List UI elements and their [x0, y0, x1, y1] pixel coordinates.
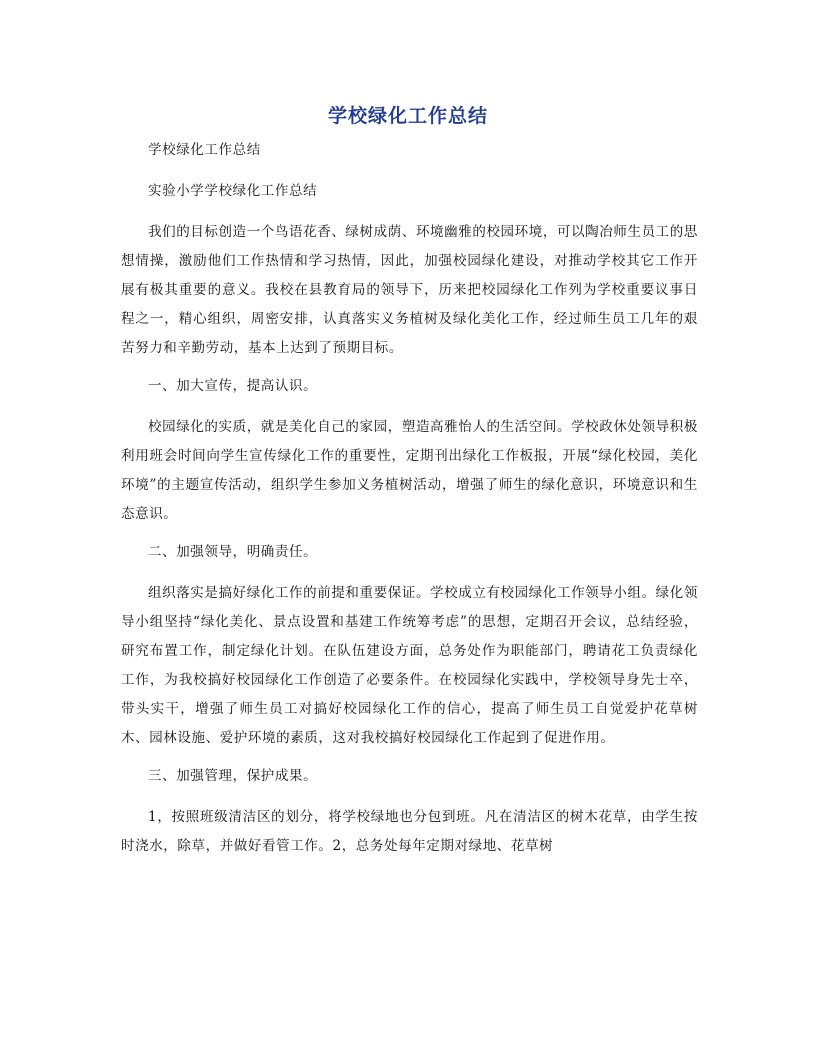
paragraph-heading-2: 实验小学学校绿化工作总结 — [148, 183, 318, 199]
section-heading-1: 一、加大宣传，提高认识。 — [148, 378, 318, 394]
document-title: 学校绿化工作总结 — [327, 105, 488, 127]
document-body — [121, 136, 698, 870]
section-heading-3: 三、加强管理，保护成果。 — [148, 768, 318, 784]
section-heading-2: 二、加强领导，明确责任。 — [148, 544, 318, 560]
paragraph-intro: 我们的目标创造一个鸟语花香、绿树成荫、环境幽雅的校园环境，可以陶冶师生员工的思想情操，激励他们工作热情和学习热情，因此，加强校园绿化建设，对推动学校其它工作开展有极其重要的意义。我校在县教育局的领导下，历来把校园绿化工作列为学校重要议事日程之一，精心组织，周密安排，认真落实义务植树及绿化美化工作，经过师生员工几年的艰苦努力和辛勤劳动，基本上达到了预期目标。 — [121, 224, 698, 356]
paragraph-section-3: 1，按照班级清洁区的划分，将学校绿地也分包到班。凡在清洁区的树木花草，由学生按时浇水，除草，并做好看管工作。2，总务处每年定期对绿地、花草树 — [121, 809, 698, 854]
paragraph-heading-1: 学校绿化工作总结 — [148, 142, 261, 158]
paragraph-section-1: 校园绿化的实质，就是美化自己的家园，塑造高雅怡人的生活空间。学校政休处领导积极利用班会时间向学生宣传绿化工作的重要性，定期刊出绿化工作板报，开展“绿化校园，美化环境”的主题宣传活动，组织学生参加义务植树活动，增强了师生的绿化意识，环境意识和生态意识。 — [121, 419, 698, 522]
paragraph-section-2: 组织落实是搞好绿化工作的前提和重要保证。学校成立有校园绿化工作领导小组。绿化领导小组坚持“绿化美化、景点设置和基建工作统筹考虑”的思想，定期召开会议，总结经验，研究布置工作，制定绿化计划。在队伍建设方面，总务处作为职能部门，聘请花工负责绿化工作，为我校搞好校园绿化工作创造了必要条件。在校园绿化实践中，学校领导身先士卒，带头实干，增强了师生员工对搞好校园绿化工作的信心，提高了师生员工自觉爱护花草树木、园林设施、爱护环境的素质，这对我校搞好校园绿化工作起到了促进作用。 — [121, 585, 698, 746]
